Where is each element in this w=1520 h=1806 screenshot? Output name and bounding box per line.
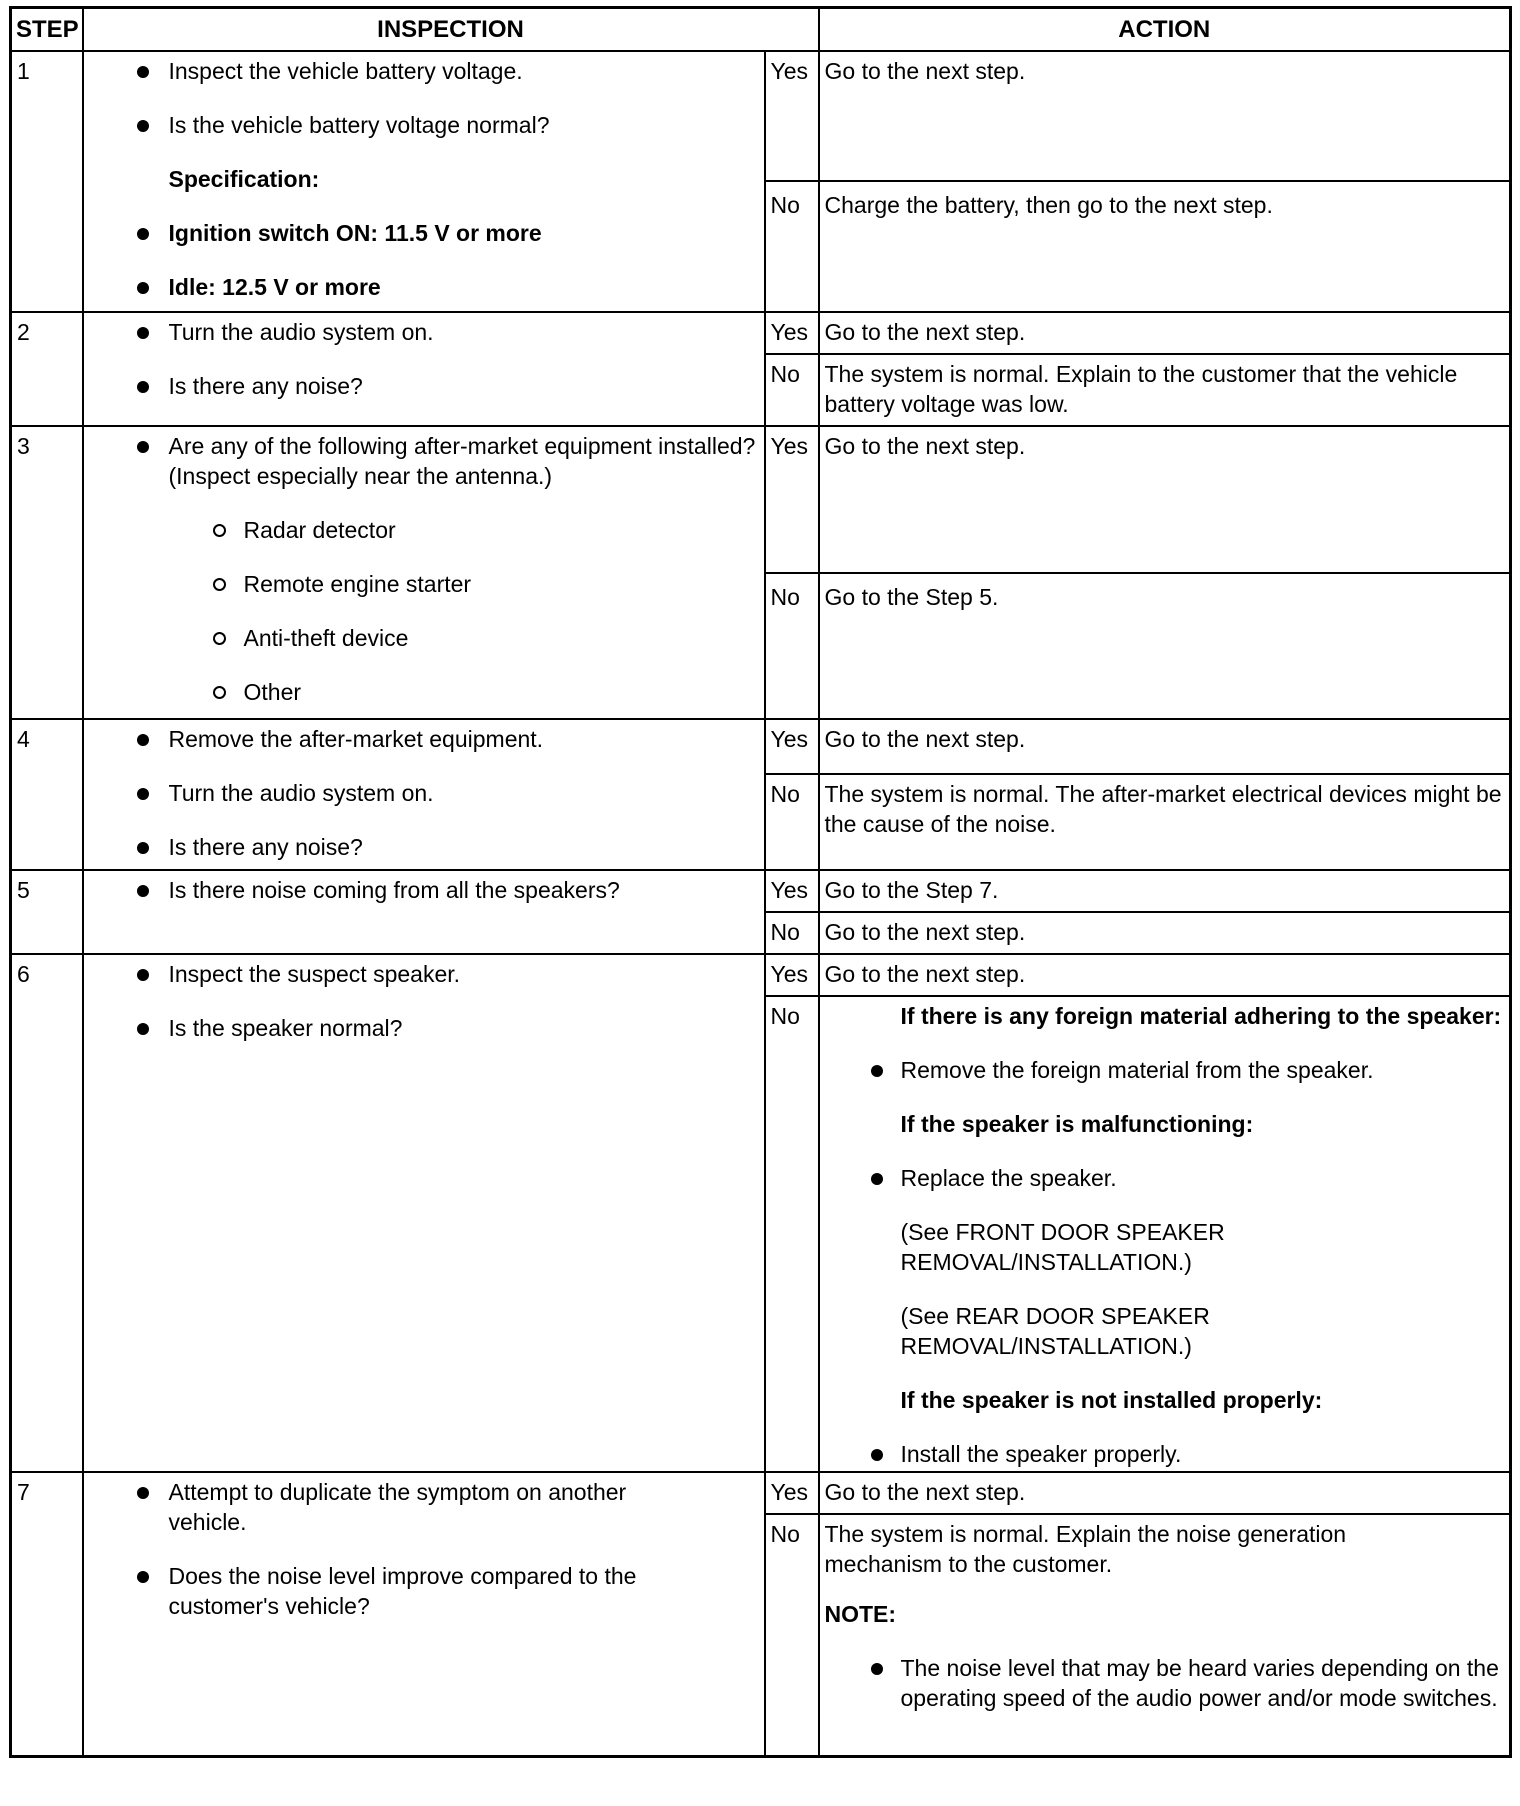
bullet-item <box>825 1653 1505 1713</box>
no-action: The system is normal. Explain to the customer that the vehicle battery voltage was low. <box>819 354 1511 426</box>
bullet-item <box>89 110 759 140</box>
no-label: No <box>765 181 819 312</box>
no-action: Go to the next step. <box>819 912 1511 954</box>
equipment-text: Remote engine starter <box>243 571 472 597</box>
condition-heading: If the speaker is malfunctioning: <box>900 1111 1254 1137</box>
inspection-text: Is the vehicle battery voltage normal? <box>168 112 550 138</box>
note-label: NOTE: <box>824 1601 897 1627</box>
step-6-row-yes <box>11 954 1511 996</box>
step-6-no-action <box>819 996 1511 1472</box>
equipment-text: Radar detector <box>243 517 396 543</box>
yes-label: Yes <box>765 719 819 774</box>
bullet-item <box>89 371 759 401</box>
sub-item <box>89 515 759 545</box>
bullet-icon <box>137 120 149 132</box>
inspection-text: Inspect the vehicle battery voltage. <box>168 58 523 84</box>
step-3-inspection <box>83 426 765 719</box>
circle-bullet-icon <box>213 524 226 537</box>
condition-heading: If the speaker is not installed properly: <box>900 1387 1323 1413</box>
diagnostic-table <box>9 6 1512 1758</box>
bullet-icon <box>871 1065 883 1077</box>
bullet-icon <box>137 1023 149 1035</box>
bullet-icon <box>137 441 149 453</box>
reference-text: (See FRONT DOOR SPEAKER REMOVAL/INSTALLATION.) <box>900 1219 1225 1275</box>
inspection-text: Is there noise coming from all the speakers? <box>168 877 620 903</box>
bullet-item <box>89 832 759 862</box>
yes-action: Go to the next step. <box>819 51 1511 181</box>
inspection-text: Attempt to duplicate the symptom on another vehicle. <box>168 1479 627 1535</box>
bullet-item <box>89 778 759 808</box>
bullet-item <box>89 875 759 905</box>
inspection-text: Are any of the following after-market equipment installed? (Inspect especially near the antenna.) <box>168 433 756 489</box>
circle-bullet-icon <box>213 578 226 591</box>
step-number: 4 <box>11 719 83 870</box>
bullet-icon <box>871 1449 883 1461</box>
step-2-inspection <box>83 312 765 426</box>
no-label: No <box>765 912 819 954</box>
note-text: The noise level that may be heard varies depending on the operating speed of the audio power and/or mode switches. <box>900 1655 1499 1711</box>
bullet-icon <box>137 788 149 800</box>
spec-value: Idle: 12.5 V or more <box>168 274 381 300</box>
no-label: No <box>765 354 819 426</box>
step-7-inspection <box>83 1472 765 1756</box>
no-action: Charge the battery, then go to the next step. <box>819 181 1511 312</box>
step-number: 5 <box>11 870 83 954</box>
step-number: 6 <box>11 954 83 1472</box>
header-inspection: INSPECTION <box>83 8 819 52</box>
bullet-icon <box>137 1487 149 1499</box>
step-2-row-yes <box>11 312 1511 354</box>
bullet-item <box>89 724 759 754</box>
condition-heading: If there is any foreign material adhering to the speaker: <box>900 1003 1502 1029</box>
step-number: 2 <box>11 312 83 426</box>
circle-bullet-icon <box>213 632 226 645</box>
specification-label: Specification: <box>168 166 320 192</box>
bullet-item <box>89 218 759 248</box>
action-text: Install the speaker properly. <box>900 1441 1182 1467</box>
equipment-text: Other <box>243 679 302 705</box>
inspection-text: Turn the audio system on. <box>168 319 434 345</box>
bullet-item <box>89 272 759 302</box>
bullet-icon <box>137 66 149 78</box>
bullet-icon <box>137 885 149 897</box>
bullet-icon <box>137 381 149 393</box>
bullet-icon <box>137 1571 149 1583</box>
step-number: 1 <box>11 51 83 312</box>
step-1-inspection <box>83 51 765 312</box>
step-7-row-yes <box>11 1472 1511 1514</box>
no-label: No <box>765 774 819 870</box>
no-action: The system is normal. The after-market electrical devices might be the cause of the noise. <box>819 774 1511 870</box>
action-text: Remove the foreign material from the speaker. <box>900 1057 1374 1083</box>
reference-text: (See REAR DOOR SPEAKER REMOVAL/INSTALLATION.) <box>900 1303 1210 1359</box>
inspection-text: Inspect the suspect speaker. <box>168 961 461 987</box>
header-step: STEP <box>11 8 83 52</box>
step-1-row-yes <box>11 51 1511 181</box>
step-6-inspection <box>83 954 765 1472</box>
step-7-no-action <box>819 1514 1511 1756</box>
inspection-text: Remove the after-market equipment. <box>168 726 544 752</box>
yes-action: Go to the next step. <box>819 719 1511 774</box>
inspection-text: Is there any noise? <box>168 373 363 399</box>
yes-label: Yes <box>765 1472 819 1514</box>
bullet-item <box>89 317 759 347</box>
bullet-icon <box>871 1663 883 1675</box>
step-number: 7 <box>11 1472 83 1756</box>
step-number: 3 <box>11 426 83 719</box>
yes-action: Go to the next step. <box>819 954 1511 996</box>
bullet-item <box>89 1477 759 1537</box>
yes-label: Yes <box>765 954 819 996</box>
yes-action: Go to the next step. <box>819 1472 1511 1514</box>
yes-label: Yes <box>765 870 819 912</box>
step-4-inspection <box>83 719 765 870</box>
bullet-item <box>825 1439 1505 1469</box>
header-action: ACTION <box>819 8 1511 52</box>
bullet-item <box>89 431 759 491</box>
inspection-text: Does the noise level improve compared to the customer's vehicle? <box>168 1563 637 1619</box>
bullet-icon <box>137 327 149 339</box>
bullet-icon <box>137 734 149 746</box>
action-text: Replace the speaker. <box>900 1165 1117 1191</box>
step-3-row-yes <box>11 426 1511 573</box>
no-label: No <box>765 996 819 1472</box>
step-5-row-yes <box>11 870 1511 912</box>
inspection-text: Turn the audio system on. <box>168 780 434 806</box>
circle-bullet-icon <box>213 686 226 699</box>
step-5-inspection <box>83 870 765 954</box>
bullet-item <box>89 959 759 989</box>
bullet-icon <box>137 842 149 854</box>
spec-value: Ignition switch ON: 11.5 V or more <box>168 220 542 246</box>
inspection-text: Is there any noise? <box>168 834 363 860</box>
bullet-item <box>89 1013 759 1043</box>
bullet-icon <box>871 1173 883 1185</box>
bullet-icon <box>137 228 149 240</box>
sub-item <box>89 677 759 707</box>
no-action: Go to the Step 5. <box>819 573 1511 719</box>
yes-label: Yes <box>765 426 819 573</box>
bullet-item <box>89 56 759 86</box>
sub-item <box>89 569 759 599</box>
sub-item <box>89 623 759 653</box>
inspection-text: Is the speaker normal? <box>168 1015 403 1041</box>
action-text: The system is normal. Explain the noise generation mechanism to the customer. <box>824 1521 1347 1577</box>
equipment-text: Anti-theft device <box>243 625 409 651</box>
yes-label: Yes <box>765 51 819 181</box>
yes-action: Go to the next step. <box>819 312 1511 354</box>
yes-label: Yes <box>765 312 819 354</box>
yes-action: Go to the Step 7. <box>819 870 1511 912</box>
bullet-item <box>89 1561 759 1621</box>
header-row <box>11 8 1511 52</box>
yes-action: Go to the next step. <box>819 426 1511 573</box>
bullet-icon <box>137 969 149 981</box>
step-4-row-yes <box>11 719 1511 774</box>
bullet-icon <box>137 282 149 294</box>
no-label: No <box>765 1514 819 1756</box>
bullet-item <box>825 1163 1505 1193</box>
no-label: No <box>765 573 819 719</box>
bullet-item <box>825 1055 1505 1085</box>
